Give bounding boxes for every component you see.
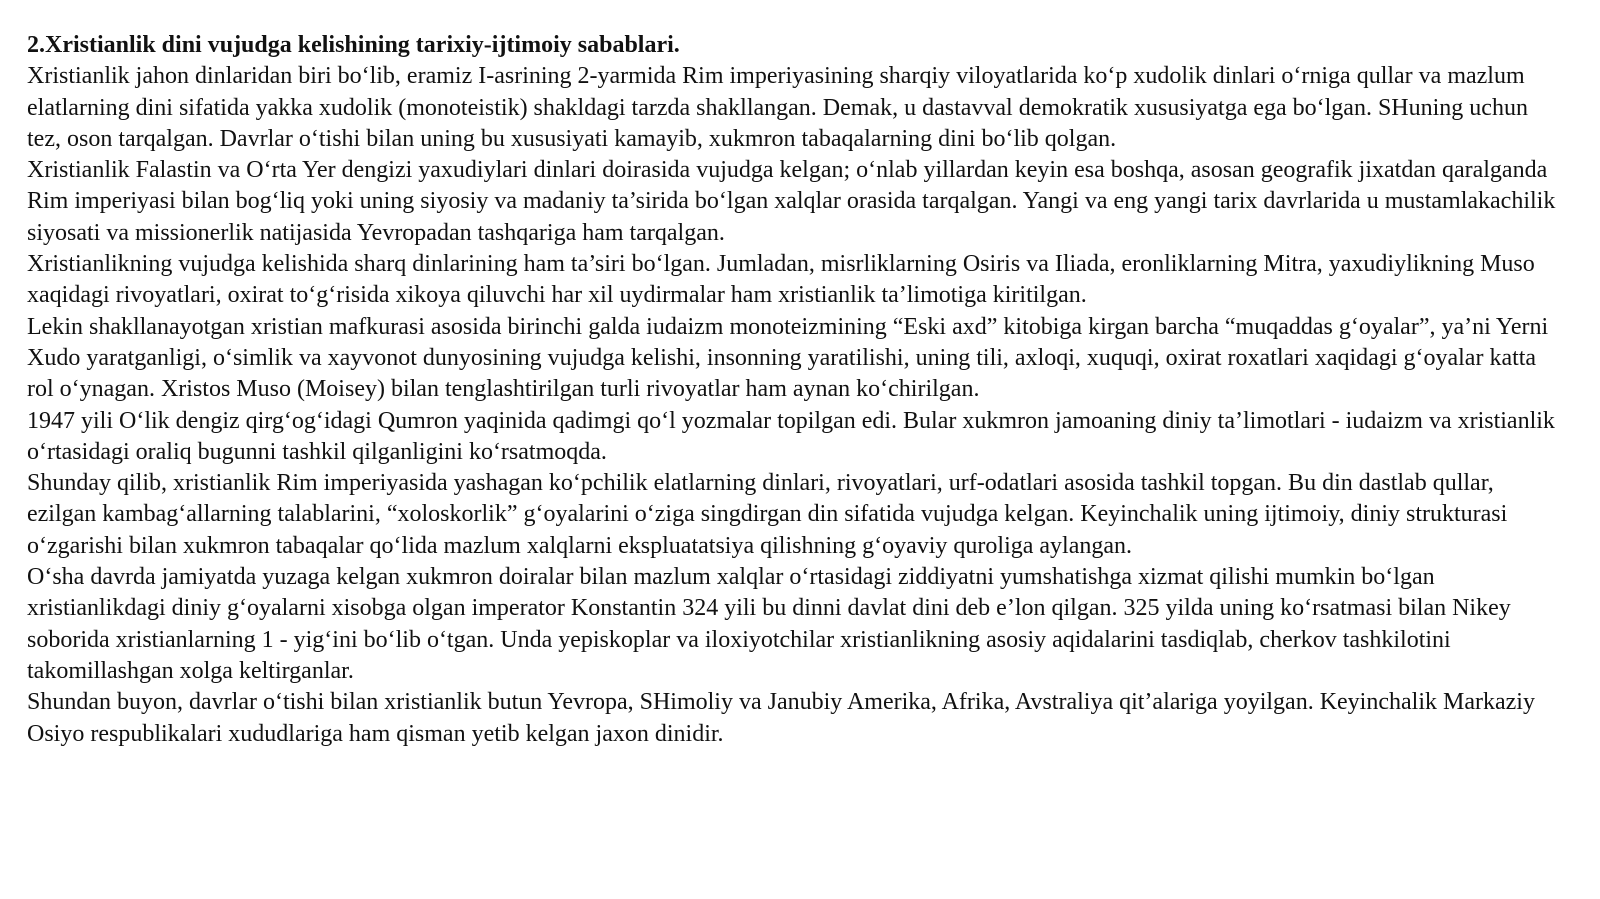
paragraph-5: 1947 yili O‘lik dengiz qirg‘og‘idagi Qumron yaqinida qadimgi qo‘l yozmalar topilgan edi. Bular xukmron jamoaning diniy ta’limotlari - iudaizm va xristianlik o‘rtasidagi oraliq bugunni tashkil qilganligini ko‘rsatmoqda. xyxy=(27,407,1555,465)
paragraph-7: O‘sha davrda jamiyatda yuzaga kelgan xukmron doiralar bilan mazlum xalqlar o‘rtasidagi ziddiyatni yumshatishga xizmat qilishi mumkin bo‘lgan xristianlikdagi diniy g‘oyalarni xisobga olgan imperator Konstantin 324 yili bu dinni davlat dini deb e’lon qilgan. 325 yilda uning ko‘rsatmasi bilan Nikey soborida xristianlarning 1 - yig‘ini bo‘lib o‘tgan. Unda yepiskoplar va iloxiyotchilar xristianlikning asosiy aqidalarini tasdiqlab, cherkov tashkilotini takomillashgan xolga keltirganlar. xyxy=(27,564,1511,684)
paragraph-2: Xristianlik Falastin va O‘rta Yer dengizi yaxudiylari dinlari doirasida vujudga kelgan; o‘nlab yillardan keyin esa boshqa, asosan geografik jixatdan qaralganda Rim imperiyasi bilan bog‘liq yoki uning siyosiy va madaniy ta’sirida bo‘lgan xalqlar orasida tarqalgan. Yangi va eng yangi tarix davrlarida u mustamlakachilik siyosati va missionerlik natijasida Yevropadan tashqariga ham tarqalgan. xyxy=(27,157,1556,246)
document-body xyxy=(27,30,1567,750)
paragraph-6: Shunday qilib, xristianlik Rim imperiyasida yashagan ko‘pchilik elatlarning dinlari, rivoyatlari, urf-odatlari asosida tashkil topgan. Bu din dastlab qullar, ezilgan kambag‘allarning talablarini, “xoloskorlik” g‘oyalarini o‘ziga singdirgan din sifatida vujudga kelgan. Keyinchalik uning ijtimoiy, diniy strukturasi o‘zgarishi bilan xukmron tabaqalar qo‘lida mazlum xalqlarni ekspluatatsiya qilishning g‘oyaviy quroliga aylangan. xyxy=(27,470,1508,559)
paragraph-1: Xristianlik jahon dinlaridan biri bo‘lib, eramiz I-asrining 2-yarmida Rim imperiyasining sharqiy viloyatlarida ko‘p xudolik dinlari o‘rniga qullar va mazlum elatlarning dini sifatida yakka xudolik (monoteistik) shakldagi tarzda shakllangan. Demak, u dastavval demokratik xususiyatga ega bo‘lgan. SHuning uchun tez, oson tarqalgan. Davrlar o‘tishi bilan uning bu xususiyati kamayib, xukmron tabaqalarning dini bo‘lib qolgan. xyxy=(27,63,1528,152)
paragraph-8: Shundan buyon, davrlar o‘tishi bilan xristianlik butun Yevropa, SHimoliy va Janubiy Amerika, Afrika, Avstraliya qit’alariga yoyilgan. Keyinchalik Markaziy Osiyo respublikalari xududlariga ham qisman yetib kelgan jaxon dinidir. xyxy=(27,689,1535,747)
section-heading: 2.Xristianlik dini vujudga kelishining tarixiy-ijtimoiy sabablari. xyxy=(27,32,680,58)
paragraph-3: Xristianlikning vujudga kelishida sharq dinlarining ham ta’siri bo‘lgan. Jumladan, misrliklarning Osiris va Iliada, eronliklarning Mitra, yaxudiylikning Muso xaqidagi rivoyatlari, oxirat to‘g‘risida xikoya qiluvchi har xil uydirmalar ham xristianlik ta’limotiga kiritilgan. xyxy=(27,251,1535,309)
paragraph-4: Lekin shakllanayotgan xristian mafkurasi asosida birinchi galda iudaizm monoteizmining “Eski axd” kitobiga kirgan barcha “muqaddas g‘oyalar”, ya’ni Yerni Xudo yaratganligi, o‘simlik va xayvonot dunyosining vujudga kelishi, insonning yaratilishi, uning tili, axloqi, xuquqi, oxirat roxatlari xaqidagi g‘oyalar katta rol o‘ynagan. Xristos Muso (Moisey) bilan tenglashtirilgan turli rivoyatlar ham aynan ko‘chirilgan. xyxy=(27,313,1549,403)
